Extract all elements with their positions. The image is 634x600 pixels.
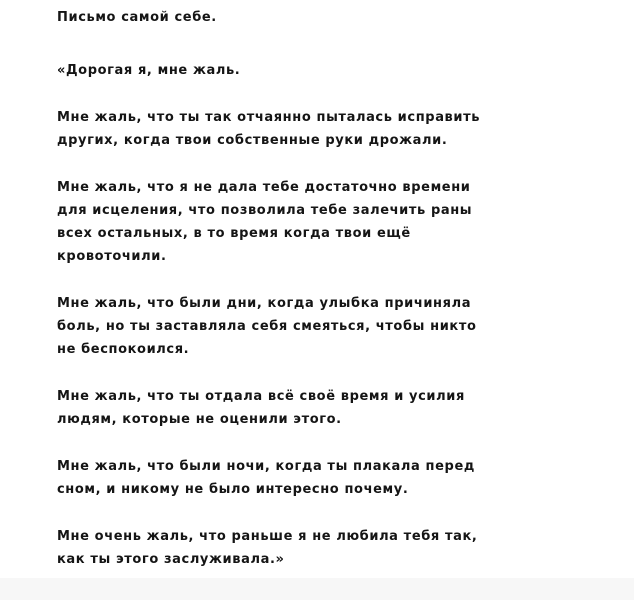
text-line: для исцеления, что позволила тебе залечить раны [57,203,473,218]
text-line: боль, но ты заставляла себя смеяться, чтобы никто [57,319,477,334]
text-line: Мне жаль, что я не дала тебе достаточно времени [57,180,471,195]
letter-paragraph [57,106,617,152]
text-line: кровоточили. [57,249,167,264]
title-line: Письмо самой себе. [57,10,217,25]
bottom-strip [0,578,634,600]
text-line: Мне жаль, что ты так отчаянно пыталась исправить [57,110,481,125]
letter-title [57,6,617,29]
letter-paragraph [57,292,617,361]
text-line: не беспокоился. [57,342,190,357]
letter-paragraph [57,176,617,268]
text-line: Мне жаль, что были дни, когда улыбка причиняла [57,296,472,311]
letter-paragraph [57,385,617,431]
letter-paragraph [57,525,617,571]
text-line: Мне очень жаль, что раньше я не любила тебя так, [57,529,478,544]
text-line: сном, и никому не было интересно почему. [57,482,409,497]
letter-paragraph [57,455,617,501]
text-line: всех остальных, в то время когда твои ещё [57,226,411,241]
text-line: Мне жаль, что ты отдала всё своё время и усилия [57,389,465,404]
text-line: других, когда твои собственные руки дрожали. [57,133,448,148]
text-line: «Дорогая я, мне жаль. [57,63,241,78]
letter-document [57,6,617,595]
greeting-paragraph [57,59,617,82]
text-line: как ты этого заслуживала.» [57,552,285,567]
letter-body [57,59,617,571]
text-line: людям, которые не оценили этого. [57,412,342,427]
text-line: Мне жаль, что были ночи, когда ты плакала перед [57,459,475,474]
